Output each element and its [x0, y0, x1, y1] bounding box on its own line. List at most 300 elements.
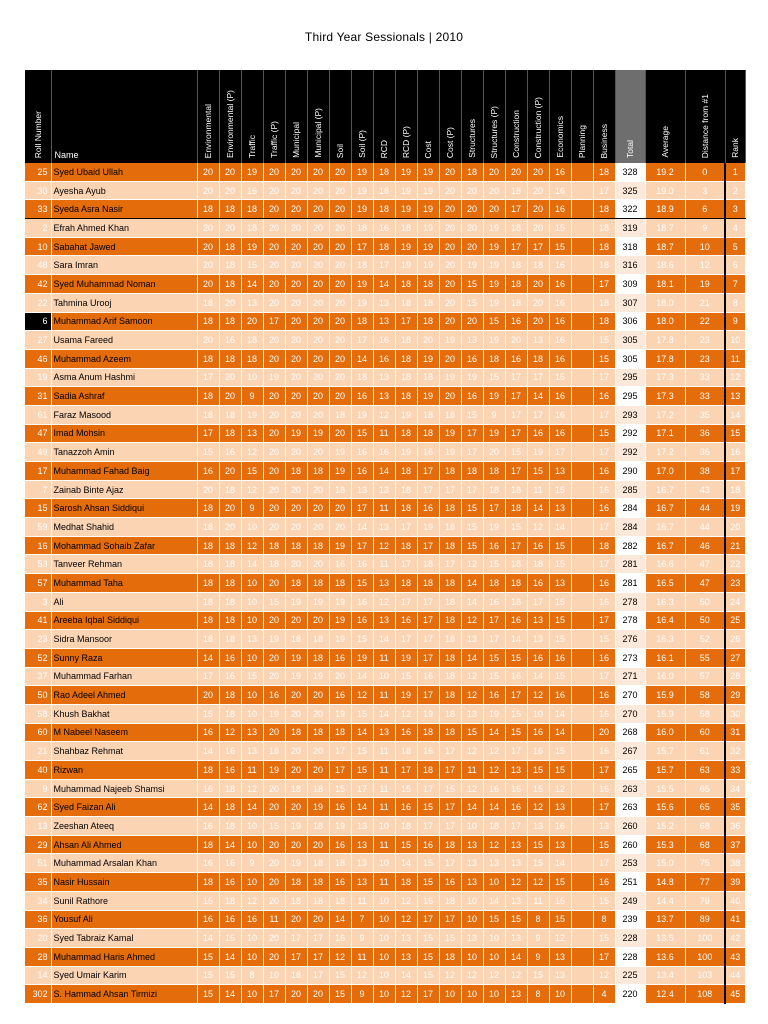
score-cell: 18: [593, 293, 615, 312]
score-cell: 16: [197, 854, 219, 873]
score-cell: 19: [329, 592, 351, 611]
score-cell: [571, 854, 593, 873]
score-cell: 10: [483, 947, 505, 966]
score-cell: 20: [329, 219, 351, 238]
table-row: [25, 704, 745, 723]
rank-cell: 28: [725, 667, 745, 686]
total-cell: 273: [615, 648, 645, 667]
score-cell: 18: [373, 237, 395, 256]
score-cell: 18: [461, 163, 483, 181]
total-cell: 220: [615, 985, 645, 1004]
table-row: [25, 499, 745, 518]
score-cell: 20: [329, 293, 351, 312]
score-cell: 19: [395, 256, 417, 275]
score-cell: 9: [527, 929, 549, 948]
score-cell: 20: [197, 219, 219, 238]
score-cell: 18: [219, 312, 241, 331]
table-row: [25, 873, 745, 892]
score-cell: 13: [373, 480, 395, 499]
score-cell: 19: [285, 817, 307, 836]
score-cell: 13: [505, 761, 527, 780]
table-row: [25, 536, 745, 555]
score-cell: 10: [483, 929, 505, 948]
score-cell: 18: [351, 256, 373, 275]
score-cell: 15: [241, 667, 263, 686]
score-cell: 16: [593, 742, 615, 761]
score-cell: 18.7: [645, 237, 685, 256]
score-cell: 12: [395, 910, 417, 929]
total-cell: 263: [615, 779, 645, 798]
roll-number-cell: 15: [25, 499, 51, 518]
score-cell: 15: [549, 910, 571, 929]
score-cell: 15: [197, 947, 219, 966]
score-cell: 15: [395, 779, 417, 798]
score-cell: 14: [197, 742, 219, 761]
score-cell: 17: [549, 443, 571, 462]
score-cell: [571, 443, 593, 462]
score-cell: 16.5: [645, 574, 685, 593]
score-cell: 14: [241, 555, 263, 574]
score-cell: 16: [197, 723, 219, 742]
column-header-label: Cost (P): [445, 126, 455, 158]
score-cell: 36: [685, 443, 725, 462]
score-cell: 16: [483, 779, 505, 798]
score-cell: 18: [505, 574, 527, 593]
score-cell: [571, 237, 593, 256]
score-cell: 20: [285, 331, 307, 350]
score-cell: 17: [439, 854, 461, 873]
score-cell: 20: [307, 293, 329, 312]
score-cell: 20: [263, 947, 285, 966]
student-name-cell: Rao Adeel Ahmed: [51, 686, 197, 705]
score-cell: 19: [351, 648, 373, 667]
student-name-cell: Sarosh Ahsan Siddiqui: [51, 499, 197, 518]
score-cell: 17: [439, 742, 461, 761]
score-cell: 23: [685, 331, 725, 350]
score-cell: 16: [219, 742, 241, 761]
score-cell: 16: [549, 424, 571, 443]
score-cell: 18: [395, 424, 417, 443]
score-cell: 18: [505, 480, 527, 499]
roll-number-cell: 6: [25, 312, 51, 331]
score-cell: 19: [395, 181, 417, 200]
score-cell: 17: [417, 536, 439, 555]
score-cell: 16: [395, 611, 417, 630]
roll-number-cell: 33: [25, 200, 51, 219]
score-cell: 18: [439, 723, 461, 742]
table-row: [25, 798, 745, 817]
score-cell: 20: [329, 499, 351, 518]
score-cell: 20: [219, 163, 241, 181]
score-cell: 20: [307, 985, 329, 1004]
score-cell: 20: [263, 835, 285, 854]
score-cell: 19: [417, 387, 439, 406]
column-header: [395, 70, 417, 163]
score-cell: 43: [685, 480, 725, 499]
score-cell: 10: [241, 704, 263, 723]
score-cell: 50: [685, 611, 725, 630]
roll-number-cell: 10: [25, 237, 51, 256]
score-cell: 20: [263, 256, 285, 275]
table-row: [25, 518, 745, 537]
score-cell: 20: [329, 200, 351, 219]
score-cell: 16: [593, 574, 615, 593]
score-cell: 15: [417, 854, 439, 873]
score-cell: 17: [351, 536, 373, 555]
student-name-cell: Tanazzoh Amin: [51, 443, 197, 462]
score-cell: 13: [373, 723, 395, 742]
score-cell: 18: [505, 592, 527, 611]
score-cell: 9: [241, 854, 263, 873]
score-cell: 18: [417, 368, 439, 387]
column-header: [461, 70, 483, 163]
rank-cell: 12: [725, 368, 745, 387]
table-row: [25, 723, 745, 742]
score-cell: 13: [373, 574, 395, 593]
score-cell: [571, 723, 593, 742]
student-name-cell: Syed Tabraiz Kamal: [51, 929, 197, 948]
score-cell: 17: [395, 518, 417, 537]
score-cell: 20: [307, 910, 329, 929]
score-cell: 16: [417, 891, 439, 910]
score-cell: 16: [593, 387, 615, 406]
score-cell: 15: [549, 667, 571, 686]
score-cell: 16: [219, 873, 241, 892]
score-cell: 19: [285, 424, 307, 443]
score-cell: 10: [461, 910, 483, 929]
score-cell: 18: [197, 405, 219, 424]
score-cell: 18: [593, 536, 615, 555]
rank-cell: 35: [725, 798, 745, 817]
score-cell: 18.7: [645, 219, 685, 238]
score-cell: 19: [351, 405, 373, 424]
score-cell: 61: [685, 742, 725, 761]
score-cell: 15: [197, 704, 219, 723]
score-cell: 17: [593, 611, 615, 630]
score-cell: 13.4: [645, 966, 685, 985]
score-cell: 17: [461, 480, 483, 499]
score-cell: 68: [685, 817, 725, 836]
score-cell: 15: [549, 480, 571, 499]
score-cell: 18: [307, 648, 329, 667]
score-cell: 12: [593, 966, 615, 985]
score-cell: [571, 891, 593, 910]
score-cell: 16: [549, 349, 571, 368]
column-header-label: RCD: [379, 139, 389, 158]
score-cell: 15: [549, 611, 571, 630]
score-cell: 14: [461, 574, 483, 593]
score-cell: 20: [197, 480, 219, 499]
score-cell: 14: [329, 910, 351, 929]
student-name-cell: Sidra Mansoor: [51, 630, 197, 649]
score-cell: 20: [439, 237, 461, 256]
score-cell: 17: [593, 555, 615, 574]
roll-number-cell: 13: [25, 817, 51, 836]
score-cell: 17.0: [645, 462, 685, 481]
score-cell: 6: [685, 200, 725, 219]
rank-cell: 37: [725, 835, 745, 854]
score-cell: 14: [197, 929, 219, 948]
score-cell: 12: [329, 947, 351, 966]
score-cell: [571, 200, 593, 219]
column-header: [285, 70, 307, 163]
score-cell: 12: [483, 966, 505, 985]
score-cell: 19: [461, 256, 483, 275]
score-cell: 16: [527, 742, 549, 761]
score-cell: 18: [351, 312, 373, 331]
score-cell: 15: [329, 779, 351, 798]
score-cell: 18: [219, 405, 241, 424]
score-cell: [571, 275, 593, 294]
score-cell: 18: [285, 462, 307, 481]
score-cell: 10: [461, 817, 483, 836]
score-cell: 15: [593, 630, 615, 649]
table-row: [25, 387, 745, 406]
total-cell: 284: [615, 499, 645, 518]
student-name-cell: Shahbaz Rehmat: [51, 742, 197, 761]
score-cell: 18: [329, 405, 351, 424]
score-cell: 19: [483, 275, 505, 294]
score-cell: 16: [241, 910, 263, 929]
score-cell: 12: [483, 761, 505, 780]
total-cell: 307: [615, 293, 645, 312]
score-cell: 18: [395, 742, 417, 761]
student-name-cell: Ayesha Ayub: [51, 181, 197, 200]
score-cell: 15: [549, 555, 571, 574]
score-cell: 8: [593, 910, 615, 929]
score-cell: [571, 480, 593, 499]
score-cell: 17: [417, 611, 439, 630]
column-header-label: Construction: [511, 110, 521, 158]
score-cell: 19.0: [645, 181, 685, 200]
score-cell: 16: [219, 331, 241, 350]
score-cell: 17: [395, 592, 417, 611]
roll-number-cell: 57: [25, 574, 51, 593]
score-cell: 13: [549, 966, 571, 985]
score-cell: 16: [439, 873, 461, 892]
score-cell: 100: [685, 929, 725, 948]
score-cell: 20: [307, 518, 329, 537]
score-cell: 15: [549, 368, 571, 387]
score-cell: 18: [439, 574, 461, 593]
score-cell: 20: [527, 219, 549, 238]
score-cell: 14: [197, 648, 219, 667]
score-cell: 14: [351, 723, 373, 742]
roll-number-cell: 37: [25, 667, 51, 686]
score-cell: 16: [417, 742, 439, 761]
score-cell: 16: [197, 910, 219, 929]
score-cell: 16: [505, 611, 527, 630]
score-cell: 108: [685, 985, 725, 1004]
score-cell: 16.1: [645, 648, 685, 667]
roll-number-cell: 35: [25, 873, 51, 892]
score-cell: 20: [307, 499, 329, 518]
score-cell: 20: [439, 256, 461, 275]
column-header-label: Municipal: [291, 122, 301, 158]
score-cell: 13: [461, 835, 483, 854]
score-cell: 13: [527, 630, 549, 649]
score-cell: 12: [461, 966, 483, 985]
score-cell: 18: [219, 779, 241, 798]
score-cell: 22: [685, 312, 725, 331]
score-cell: 103: [685, 966, 725, 985]
score-cell: 12: [439, 966, 461, 985]
table-row: [25, 368, 745, 387]
score-cell: 12: [461, 742, 483, 761]
table-row: [25, 443, 745, 462]
score-cell: [571, 387, 593, 406]
score-cell: 18: [219, 237, 241, 256]
score-cell: 19: [329, 630, 351, 649]
score-cell: 15: [505, 723, 527, 742]
score-cell: 47: [685, 555, 725, 574]
score-cell: 20: [263, 331, 285, 350]
score-cell: 13.7: [645, 910, 685, 929]
roll-number-cell: 29: [25, 835, 51, 854]
table-row: [25, 761, 745, 780]
table-row: [25, 574, 745, 593]
score-cell: 20: [285, 312, 307, 331]
score-cell: 18: [219, 630, 241, 649]
score-cell: 17: [505, 424, 527, 443]
score-cell: 17: [417, 817, 439, 836]
score-cell: 20: [329, 667, 351, 686]
score-cell: 18: [439, 499, 461, 518]
score-cell: 20: [329, 368, 351, 387]
score-cell: 19: [439, 443, 461, 462]
total-cell: 270: [615, 704, 645, 723]
score-cell: 18: [197, 312, 219, 331]
student-name-cell: Zeeshan Ateeq: [51, 817, 197, 836]
table-row: [25, 947, 745, 966]
score-cell: 18: [197, 499, 219, 518]
score-cell: 16: [549, 181, 571, 200]
student-name-cell: Syed Ubaid Ullah: [51, 163, 197, 181]
score-cell: [571, 405, 593, 424]
rank-cell: 17: [725, 462, 745, 481]
score-cell: 15: [549, 761, 571, 780]
score-cell: 10: [241, 873, 263, 892]
score-cell: 20: [285, 480, 307, 499]
total-cell: 282: [615, 536, 645, 555]
table-row: [25, 200, 745, 219]
score-cell: 16: [241, 181, 263, 200]
score-cell: 20: [307, 331, 329, 350]
score-cell: 20: [197, 163, 219, 181]
score-cell: 15: [549, 219, 571, 238]
score-cell: 16: [395, 723, 417, 742]
score-cell: 20: [439, 275, 461, 294]
score-cell: 20: [285, 499, 307, 518]
rank-cell: 27: [725, 648, 745, 667]
score-cell: 15: [417, 966, 439, 985]
score-cell: 12.4: [645, 985, 685, 1004]
total-cell: 319: [615, 219, 645, 238]
score-cell: 15.7: [645, 761, 685, 780]
score-cell: 20: [329, 349, 351, 368]
score-cell: 15: [483, 667, 505, 686]
score-cell: 18: [505, 555, 527, 574]
score-cell: 18: [395, 536, 417, 555]
score-cell: 18: [461, 462, 483, 481]
score-cell: [571, 181, 593, 200]
score-cell: 16: [219, 761, 241, 780]
score-cell: 13: [505, 854, 527, 873]
score-cell: 20: [439, 200, 461, 219]
rank-cell: 3: [725, 200, 745, 219]
score-cell: 18: [439, 405, 461, 424]
score-cell: 15: [461, 405, 483, 424]
score-cell: 20: [285, 835, 307, 854]
roll-number-cell: 61: [25, 405, 51, 424]
score-cell: 20: [285, 704, 307, 723]
column-header-label: Environmental: [203, 103, 213, 158]
student-name-cell: Sabahat Jawed: [51, 237, 197, 256]
student-name-cell: Medhat Shahid: [51, 518, 197, 537]
score-cell: 10: [241, 686, 263, 705]
score-cell: 13: [351, 873, 373, 892]
header-row: [25, 70, 745, 163]
score-cell: 18: [241, 331, 263, 350]
score-cell: 15: [439, 929, 461, 948]
score-cell: 16: [593, 779, 615, 798]
score-cell: 18: [417, 405, 439, 424]
score-cell: 20: [197, 331, 219, 350]
score-cell: 19: [483, 293, 505, 312]
score-cell: 10: [241, 817, 263, 836]
score-cell: 18: [263, 742, 285, 761]
table-row: [25, 480, 745, 499]
score-cell: 19: [307, 424, 329, 443]
score-cell: 18: [593, 219, 615, 238]
score-cell: 13: [351, 480, 373, 499]
score-cell: 18: [197, 518, 219, 537]
score-cell: 16.7: [645, 499, 685, 518]
score-cell: 46: [685, 536, 725, 555]
score-cell: 20: [439, 219, 461, 238]
score-cell: 14: [461, 592, 483, 611]
score-cell: 19: [439, 331, 461, 350]
score-cell: 20: [439, 181, 461, 200]
score-cell: 10: [373, 910, 395, 929]
rank-cell: 9: [725, 312, 745, 331]
score-cell: 17: [417, 480, 439, 499]
total-cell: 268: [615, 723, 645, 742]
score-cell: 11: [373, 499, 395, 518]
score-cell: 13: [461, 331, 483, 350]
student-name-cell: Sara Imran: [51, 256, 197, 275]
score-cell: 33: [685, 368, 725, 387]
score-cell: 17: [197, 667, 219, 686]
column-header-label: Traffic: [247, 134, 257, 158]
rank-cell: 26: [725, 630, 745, 649]
score-cell: 10: [461, 891, 483, 910]
score-cell: 19: [417, 219, 439, 238]
score-cell: 15: [417, 947, 439, 966]
score-cell: 19: [329, 817, 351, 836]
score-cell: 12: [461, 555, 483, 574]
student-name-cell: Zainab Binte Ajaz: [51, 480, 197, 499]
score-cell: 9: [351, 985, 373, 1004]
score-cell: 15: [439, 779, 461, 798]
score-cell: 15: [351, 574, 373, 593]
score-cell: 14: [351, 518, 373, 537]
score-cell: 20: [307, 349, 329, 368]
score-cell: 15: [527, 854, 549, 873]
table-row: [25, 835, 745, 854]
table-row: [25, 667, 745, 686]
score-cell: 20: [285, 518, 307, 537]
